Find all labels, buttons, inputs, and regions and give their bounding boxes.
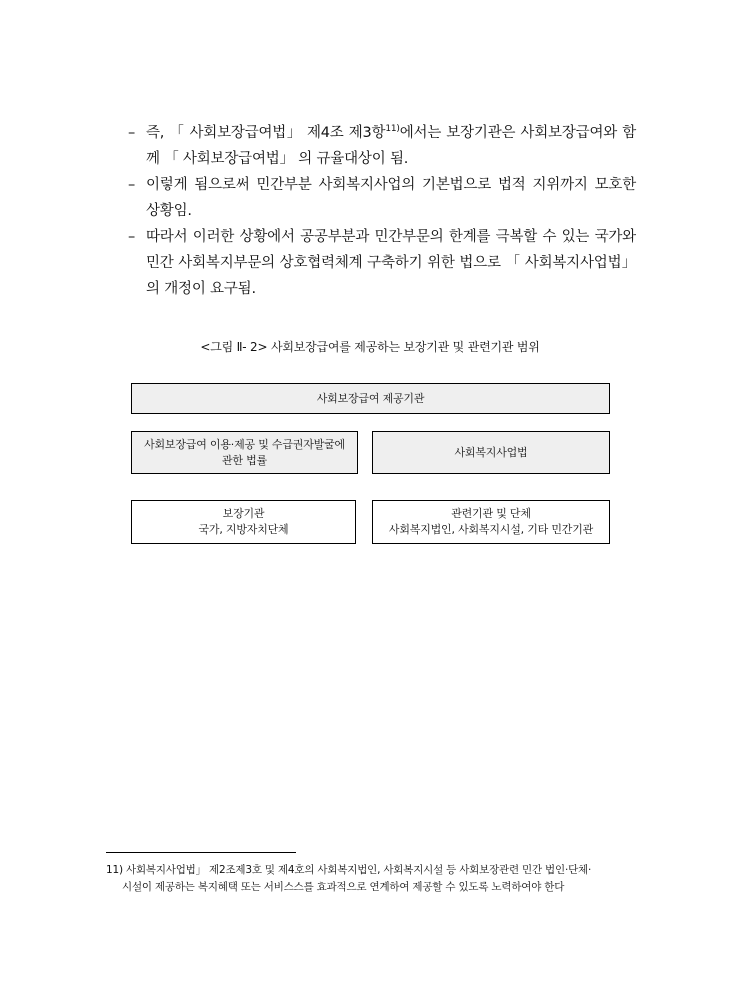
law-box-social-welfare xyxy=(372,431,610,474)
law-label-line2: 관한 법률 xyxy=(221,453,267,467)
bullet-text: 이렇게 됨으로써 민간부분 사회복지사업의 기본법으로 법적 지위까지 모호한 상황임. xyxy=(146,177,636,219)
footnote-line: 시설이 제공하는 복지혜택 또는 서비스스를 효과적으로 연계하여 제공할 수 있도록 노력하여야 한다 xyxy=(122,881,565,893)
bullet-dash: – xyxy=(128,177,136,193)
bullet-text: 즉, 「 사회보장급여법」 제4조 제3항 xyxy=(146,125,386,141)
law-box-social-security xyxy=(131,431,358,474)
bullet-dash: – xyxy=(128,125,136,141)
bullet-item xyxy=(128,224,636,302)
provider-label: 사회보장급여 제공기관 xyxy=(316,391,425,405)
institution-title: 보장기관 xyxy=(222,507,265,520)
law-label: 사회복지사업법 xyxy=(454,445,528,459)
institution-title: 관련기관 및 단체 xyxy=(451,507,531,520)
bullet-item xyxy=(128,172,636,224)
guarantee-institution-box xyxy=(131,500,356,544)
institution-subtitle: 사회복지법인, 사회복지시설, 기타 민간기관 xyxy=(388,523,594,536)
bullet-item xyxy=(128,120,636,172)
footnote-reference[interactable]: 11) xyxy=(385,124,400,135)
bullet-dash: – xyxy=(128,229,136,245)
bullet-text: 따라서 이러한 상황에서 공공부분과 민간부문의 한계를 극복할 수 있는 국가와 민간 사회복지부문의 상호협력체계 구축하기 위한 법으로 「 사회복지사업법」 의 개정이 요구됨. xyxy=(146,229,636,297)
law-label-line1: 사회보장급여 이용·제공 및 수급권자발굴에 xyxy=(144,437,345,451)
bullet-list xyxy=(128,120,636,302)
related-institution-box xyxy=(372,500,610,544)
bullet-text-continued: 에서는 보장기관은 사회보장급여와 함께 「 사회보장급여법」 의 규율대상이 됨. xyxy=(146,125,637,167)
institution-subtitle: 국가, 지방자치단체 xyxy=(198,523,289,536)
figure-caption: <그림 Ⅱ- 2> 사회보장급여를 제공하는 보장기관 및 관련기관 범위 xyxy=(200,340,540,354)
footnote xyxy=(106,862,646,896)
footnote-divider xyxy=(106,852,296,853)
provider-box xyxy=(131,383,610,414)
footnote-line: 11) 사회복지사업법」 제2조제3호 및 제4호의 사회복지법인, 사회복지시설 등 사회보장관련 민간 법인·단체· xyxy=(106,864,592,876)
